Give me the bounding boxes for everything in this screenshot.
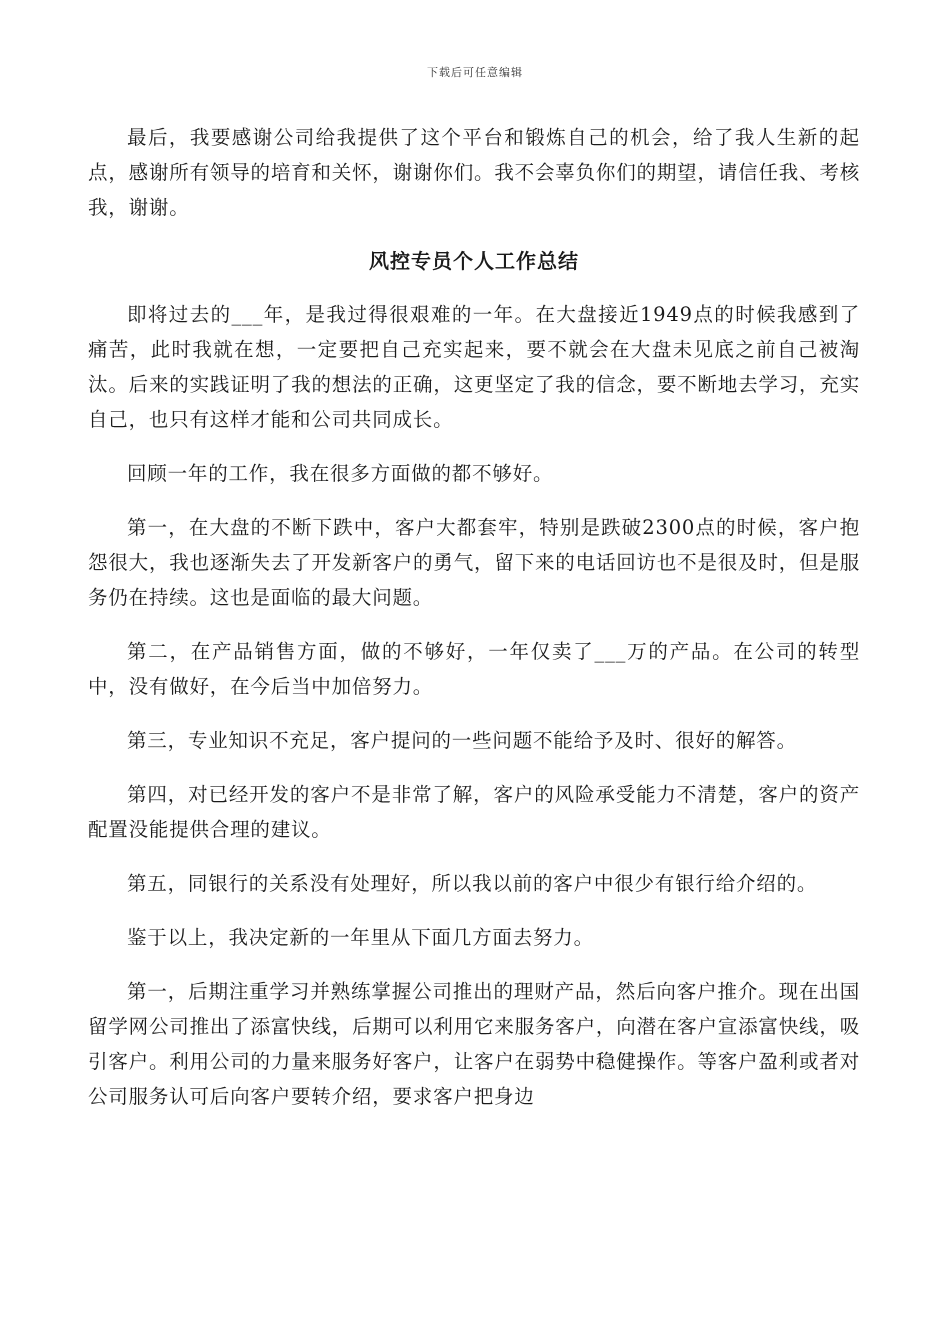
intro-paragraph: 最后，我要感谢公司给我提供了这个平台和锻炼自己的机会，给了我人生新的起点，感谢所有领导的培育和关怀，谢谢你们。我不会辜负你们的期望，请信任我、考核我，谢谢。 — [88, 126, 860, 219]
paragraph-5: 第三，专业知识不充足，客户提问的一些问题不能给予及时、很好的解答。 — [127, 729, 797, 752]
paragraph-2: 回顾一年的工作，我在很多方面做的都不够好。 — [127, 462, 554, 485]
paragraph-7: 第五，同银行的关系没有处理好，所以我以前的客户中很少有银行给介绍的。 — [127, 872, 818, 895]
page-header: 下载后可任意编辑 — [427, 66, 523, 79]
document-body — [88, 120, 860, 1133]
paragraph-4: 第二，在产品销售方面，做的不够好，一年仅卖了___万的产品。在公司的转型中，没有做好，在今后当中加倍努力。 — [88, 640, 860, 698]
paragraph-9: 第一，后期注重学习并熟练掌握公司推出的理财产品，然后向客户推介。现在出国留学网公司推出了添富快线，后期可以利用它来服务客户，向潜在客户宣添富快线，吸引客户。利用公司的力量来服务好客户，让客户在弱势中稳健操作。等客户盈利或者对公司服务认可后向客户要转介绍，要求客户把身边 — [88, 980, 860, 1108]
paragraph-6: 第四，对已经开发的客户不是非常了解，客户的风险承受能力不清楚，客户的资产配置没能提供合理的建议。 — [88, 783, 860, 841]
paragraph-1: 即将过去的___年，是我过得很艰难的一年。在大盘接近1949点的时候我感到了痛苦，此时我就在想，一定要把自己充实起来，要不就会在大盘未见底之前自己被淘汰。后来的实践证明了我的想法的正确，这更坚定了我的信念，要不断地去学习，充实自己，也只有这样才能和公司共同成长。 — [88, 303, 860, 431]
paragraph-3: 第一，在大盘的不断下跌中，客户大都套牢，特别是跌破2300点的时候，客户抱怨很大，我也逐渐失去了开发新客户的勇气，留下来的电话回访也不是很及时，但是服务仍在持续。这也是面临的最大问题。 — [88, 516, 860, 609]
document-title: 风控专员个人工作总结 — [369, 249, 579, 273]
paragraph-8: 鉴于以上，我决定新的一年里从下面几方面去努力。 — [127, 926, 594, 949]
